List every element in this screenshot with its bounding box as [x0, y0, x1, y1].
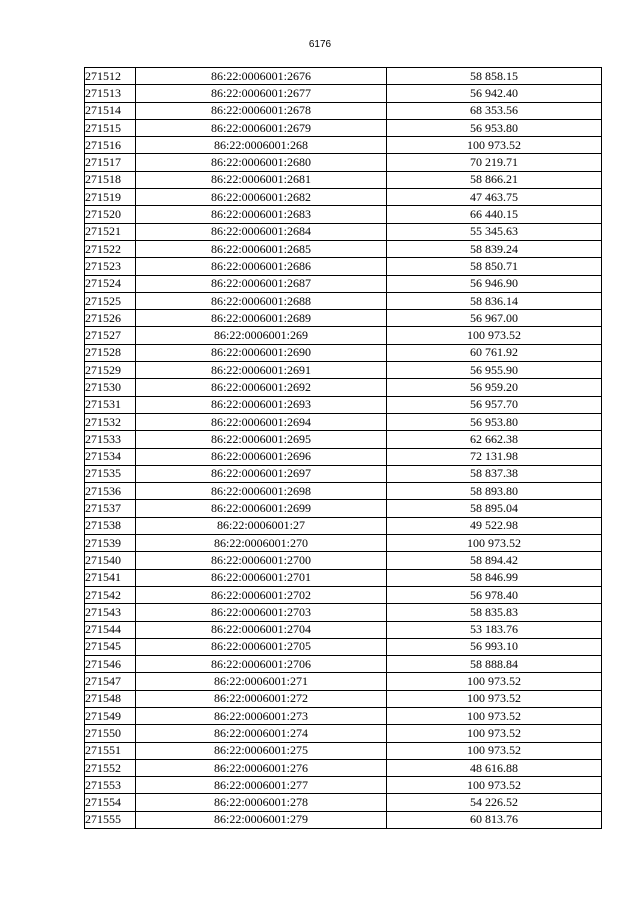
cadastral-number-cell: 86:22:0006001:2705	[136, 638, 387, 655]
cadastral-number-cell: 86:22:0006001:275	[136, 742, 387, 759]
cadastral-number-cell: 86:22:0006001:2704	[136, 621, 387, 638]
record-number-cell: 271533	[85, 431, 136, 448]
cadastral-value-cell: 53 183.76	[387, 621, 602, 638]
record-number-cell: 271526	[85, 310, 136, 327]
cadastral-value-cell: 100 973.52	[387, 707, 602, 724]
cadastral-number-cell: 86:22:0006001:2706	[136, 656, 387, 673]
record-number-cell: 271532	[85, 413, 136, 430]
record-number-cell: 271530	[85, 379, 136, 396]
record-number-cell: 271512	[85, 68, 136, 85]
cadastral-number-cell: 86:22:0006001:2690	[136, 344, 387, 361]
table-row	[85, 68, 602, 85]
table-row	[85, 586, 602, 603]
table-row	[85, 275, 602, 292]
cadastral-number-cell: 86:22:0006001:2676	[136, 68, 387, 85]
cadastral-number-cell: 86:22:0006001:270	[136, 535, 387, 552]
record-number-cell: 271548	[85, 690, 136, 707]
cadastral-value-cell: 56 957.70	[387, 396, 602, 413]
record-number-cell: 271531	[85, 396, 136, 413]
cadastral-number-cell: 86:22:0006001:2701	[136, 569, 387, 586]
cadastral-value-cell: 58 888.84	[387, 656, 602, 673]
cadastral-value-cell: 58 837.38	[387, 465, 602, 482]
cadastral-number-cell: 86:22:0006001:2688	[136, 292, 387, 309]
table-row	[85, 448, 602, 465]
record-number-cell: 271545	[85, 638, 136, 655]
record-number-cell: 271527	[85, 327, 136, 344]
cadastral-value-cell: 58 836.14	[387, 292, 602, 309]
table-row	[85, 396, 602, 413]
cadastral-value-cell: 100 973.52	[387, 777, 602, 794]
cadastral-number-cell: 86:22:0006001:2685	[136, 240, 387, 257]
cadastral-number-cell: 86:22:0006001:2703	[136, 604, 387, 621]
record-number-cell: 271551	[85, 742, 136, 759]
cadastral-value-cell: 70 219.71	[387, 154, 602, 171]
record-number-cell: 271550	[85, 725, 136, 742]
cadastral-number-cell: 86:22:0006001:2702	[136, 586, 387, 603]
table-row	[85, 811, 602, 828]
cadastral-value-cell: 62 662.38	[387, 431, 602, 448]
record-number-cell: 271539	[85, 535, 136, 552]
cadastral-value-cell: 100 973.52	[387, 742, 602, 759]
record-number-cell: 271538	[85, 517, 136, 534]
cadastral-number-cell: 86:22:0006001:2683	[136, 206, 387, 223]
cadastral-value-cell: 68 353.56	[387, 102, 602, 119]
cadastral-number-cell: 86:22:0006001:268	[136, 137, 387, 154]
cadastral-number-cell: 86:22:0006001:2678	[136, 102, 387, 119]
table-row	[85, 656, 602, 673]
record-number-cell: 271536	[85, 483, 136, 500]
cadastral-value-cell: 100 973.52	[387, 327, 602, 344]
record-number-cell: 271528	[85, 344, 136, 361]
page-number: 6176	[308, 39, 332, 50]
record-number-cell: 271543	[85, 604, 136, 621]
table-row	[85, 258, 602, 275]
cadastral-value-cell: 100 973.52	[387, 137, 602, 154]
cadastral-value-cell: 56 953.80	[387, 119, 602, 136]
table-row	[85, 431, 602, 448]
record-number-cell: 271555	[85, 811, 136, 828]
cadastral-number-cell: 86:22:0006001:2698	[136, 483, 387, 500]
table-row	[85, 327, 602, 344]
record-number-cell: 271513	[85, 85, 136, 102]
cadastral-value-cell: 100 973.52	[387, 673, 602, 690]
cadastral-value-cell: 58 839.24	[387, 240, 602, 257]
cadastral-value-cell: 100 973.52	[387, 725, 602, 742]
table-row	[85, 690, 602, 707]
cadastral-number-cell: 86:22:0006001:271	[136, 673, 387, 690]
cadastral-value-cell: 60 813.76	[387, 811, 602, 828]
table-row	[85, 552, 602, 569]
table-row	[85, 725, 602, 742]
record-number-cell: 271521	[85, 223, 136, 240]
record-number-cell: 271523	[85, 258, 136, 275]
record-number-cell: 271553	[85, 777, 136, 794]
cadastral-number-cell: 86:22:0006001:2680	[136, 154, 387, 171]
cadastral-value-cell: 48 616.88	[387, 759, 602, 776]
table-row	[85, 379, 602, 396]
record-number-cell: 271540	[85, 552, 136, 569]
cadastral-value-cell: 66 440.15	[387, 206, 602, 223]
record-number-cell: 271546	[85, 656, 136, 673]
cadastral-value-cell: 58 893.80	[387, 483, 602, 500]
table-row	[85, 154, 602, 171]
table-row	[85, 535, 602, 552]
table-row	[85, 777, 602, 794]
table-row	[85, 413, 602, 430]
cadastral-number-cell: 86:22:0006001:2681	[136, 171, 387, 188]
record-number-cell: 271534	[85, 448, 136, 465]
cadastral-value-cell: 56 967.00	[387, 310, 602, 327]
record-number-cell: 271544	[85, 621, 136, 638]
record-number-cell: 271517	[85, 154, 136, 171]
cadastral-value-cell: 72 131.98	[387, 448, 602, 465]
record-number-cell: 271552	[85, 759, 136, 776]
table-row	[85, 483, 602, 500]
table-row	[85, 759, 602, 776]
cadastral-value-cell: 100 973.52	[387, 690, 602, 707]
cadastral-value-cell: 58 850.71	[387, 258, 602, 275]
table-row	[85, 465, 602, 482]
cadastral-value-cell: 58 858.15	[387, 68, 602, 85]
record-number-cell: 271535	[85, 465, 136, 482]
record-number-cell: 271549	[85, 707, 136, 724]
cadastral-value-table	[84, 67, 602, 829]
cadastral-number-cell: 86:22:0006001:274	[136, 725, 387, 742]
cadastral-value-cell: 56 946.90	[387, 275, 602, 292]
record-number-cell: 271525	[85, 292, 136, 309]
cadastral-value-cell: 60 761.92	[387, 344, 602, 361]
table-row	[85, 604, 602, 621]
table-row	[85, 621, 602, 638]
table-row	[85, 569, 602, 586]
cadastral-value-cell: 58 894.42	[387, 552, 602, 569]
cadastral-number-cell: 86:22:0006001:279	[136, 811, 387, 828]
cadastral-number-cell: 86:22:0006001:2697	[136, 465, 387, 482]
table-row	[85, 292, 602, 309]
cadastral-value-cell: 49 522.98	[387, 517, 602, 534]
table-body	[85, 68, 602, 829]
cadastral-number-cell: 86:22:0006001:273	[136, 707, 387, 724]
cadastral-number-cell: 86:22:0006001:27	[136, 517, 387, 534]
table-row	[85, 137, 602, 154]
record-number-cell: 271537	[85, 500, 136, 517]
record-number-cell: 271515	[85, 119, 136, 136]
cadastral-number-cell: 86:22:0006001:2692	[136, 379, 387, 396]
record-number-cell: 271522	[85, 240, 136, 257]
record-number-cell: 271541	[85, 569, 136, 586]
cadastral-number-cell: 86:22:0006001:2682	[136, 189, 387, 206]
table-row	[85, 171, 602, 188]
cadastral-number-cell: 86:22:0006001:2695	[136, 431, 387, 448]
cadastral-number-cell: 86:22:0006001:269	[136, 327, 387, 344]
cadastral-value-cell: 58 835.83	[387, 604, 602, 621]
cadastral-number-cell: 86:22:0006001:277	[136, 777, 387, 794]
cadastral-number-cell: 86:22:0006001:2686	[136, 258, 387, 275]
cadastral-value-cell: 56 953.80	[387, 413, 602, 430]
record-number-cell: 271529	[85, 362, 136, 379]
table-row	[85, 794, 602, 811]
record-number-cell: 271514	[85, 102, 136, 119]
cadastral-value-cell: 56 955.90	[387, 362, 602, 379]
table-row	[85, 206, 602, 223]
record-number-cell: 271554	[85, 794, 136, 811]
record-number-cell: 271547	[85, 673, 136, 690]
record-number-cell: 271516	[85, 137, 136, 154]
cadastral-number-cell: 86:22:0006001:2677	[136, 85, 387, 102]
table-row	[85, 310, 602, 327]
cadastral-value-cell: 100 973.52	[387, 535, 602, 552]
table-row	[85, 362, 602, 379]
cadastral-number-cell: 86:22:0006001:2699	[136, 500, 387, 517]
cadastral-number-cell: 86:22:0006001:2696	[136, 448, 387, 465]
cadastral-value-cell: 58 895.04	[387, 500, 602, 517]
cadastral-value-cell: 47 463.75	[387, 189, 602, 206]
cadastral-number-cell: 86:22:0006001:2679	[136, 119, 387, 136]
cadastral-number-cell: 86:22:0006001:278	[136, 794, 387, 811]
cadastral-number-cell: 86:22:0006001:2689	[136, 310, 387, 327]
record-number-cell: 271524	[85, 275, 136, 292]
cadastral-value-cell: 56 978.40	[387, 586, 602, 603]
record-number-cell: 271520	[85, 206, 136, 223]
cadastral-number-cell: 86:22:0006001:276	[136, 759, 387, 776]
cadastral-number-cell: 86:22:0006001:2694	[136, 413, 387, 430]
cadastral-value-cell: 58 846.99	[387, 569, 602, 586]
cadastral-number-cell: 86:22:0006001:2691	[136, 362, 387, 379]
table-row	[85, 707, 602, 724]
table-row	[85, 223, 602, 240]
cadastral-number-cell: 86:22:0006001:2687	[136, 275, 387, 292]
table-row	[85, 344, 602, 361]
cadastral-value-cell: 56 942.40	[387, 85, 602, 102]
cadastral-number-cell: 86:22:0006001:2700	[136, 552, 387, 569]
cadastral-value-cell: 58 866.21	[387, 171, 602, 188]
record-number-cell: 271518	[85, 171, 136, 188]
table-row	[85, 517, 602, 534]
table-row	[85, 189, 602, 206]
table-row	[85, 85, 602, 102]
cadastral-value-cell: 54 226.52	[387, 794, 602, 811]
table-row	[85, 742, 602, 759]
cadastral-value-cell: 55 345.63	[387, 223, 602, 240]
record-number-cell: 271542	[85, 586, 136, 603]
table-row	[85, 638, 602, 655]
cadastral-number-cell: 86:22:0006001:2693	[136, 396, 387, 413]
table-row	[85, 500, 602, 517]
cadastral-number-cell: 86:22:0006001:272	[136, 690, 387, 707]
record-number-cell: 271519	[85, 189, 136, 206]
cadastral-value-cell: 56 993.10	[387, 638, 602, 655]
table-row	[85, 240, 602, 257]
table-row	[85, 102, 602, 119]
cadastral-value-cell: 56 959.20	[387, 379, 602, 396]
table-row	[85, 673, 602, 690]
table-row	[85, 119, 602, 136]
cadastral-number-cell: 86:22:0006001:2684	[136, 223, 387, 240]
